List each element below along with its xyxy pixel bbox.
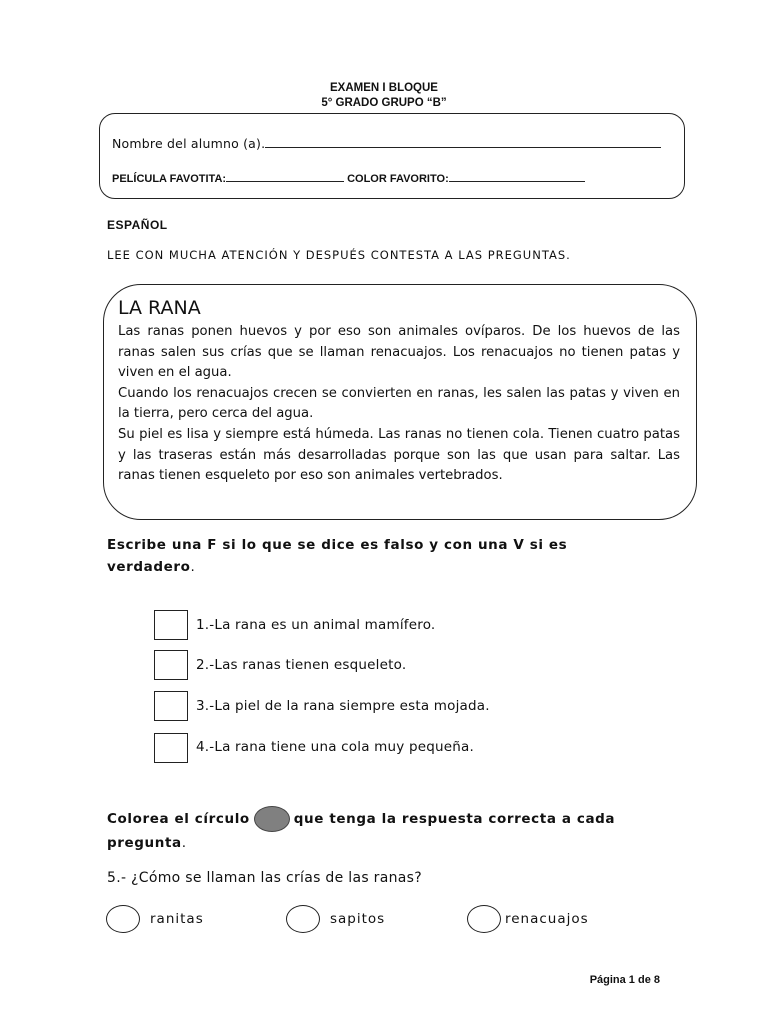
tf-item-1: 1.-La rana es un animal mamífero. bbox=[196, 617, 436, 633]
favorites-row bbox=[112, 173, 585, 185]
tf-instruction-line2: verdadero bbox=[107, 559, 191, 575]
answer-box-1[interactable] bbox=[154, 610, 188, 640]
answer-box-2[interactable] bbox=[154, 650, 188, 680]
story-paragraph: Cuando los renacuajos crecen se convierten en ranas, les salen las patas y viven en la tierra, pero cerca del agua. bbox=[118, 385, 680, 422]
mc-instruction-period: . bbox=[181, 835, 187, 851]
tf-item-3: 3.-La piel de la rana siempre esta mojada. bbox=[196, 698, 490, 714]
option-circle-renacuajos[interactable] bbox=[467, 905, 501, 933]
exam-subtitle: 5° GRADO GRUPO “B” bbox=[321, 97, 447, 109]
story-paragraph: Su piel es lisa y siempre está húmeda. Las ranas no tienen cola. Tienen cuatro patas y las traseras están más desarrolladas porque son las que usan para saltar. Las ranas tienen esqueleto por eso son animales vertebrados. bbox=[118, 426, 680, 484]
tf-instruction-period: . bbox=[190, 559, 196, 575]
option-circle-ranitas[interactable] bbox=[106, 905, 140, 933]
tf-item-4: 4.-La rana tiene una cola muy pequeña. bbox=[196, 739, 474, 755]
example-filled-circle-icon bbox=[254, 806, 290, 832]
story-text bbox=[118, 322, 680, 487]
option-label-renacuajos: renacuajos bbox=[505, 911, 589, 927]
story-box bbox=[103, 284, 697, 520]
page-number: Página 1 de 8 bbox=[589, 974, 660, 986]
story-paragraph: Las ranas ponen huevos y por eso son animales ovíparos. De los huevos de las ranas salen sus crías que se llaman renacuajos. Los renacuajos no tienen patas y viven en el agua. bbox=[118, 324, 680, 381]
mc-instruction-after: que tenga la respuesta correcta a cada bbox=[293, 811, 616, 827]
subject-heading: ESPAÑOL bbox=[107, 218, 168, 232]
movie-label: PELÍCULA FAVOTITA: bbox=[112, 173, 227, 185]
option-label-sapitos: sapitos bbox=[330, 911, 386, 927]
name-label: Nombre del alumno (a). bbox=[112, 136, 266, 151]
student-info-box bbox=[99, 113, 685, 199]
name-field[interactable] bbox=[265, 146, 661, 148]
tf-item-2: 2.-Las ranas tienen esqueleto. bbox=[196, 657, 407, 673]
multiple-choice-instruction bbox=[107, 806, 615, 854]
story-title: LA RANA bbox=[118, 297, 201, 319]
name-row bbox=[112, 136, 661, 151]
question-5: 5.- ¿Cómo se llaman las crías de las ranas? bbox=[107, 870, 422, 886]
answer-box-3[interactable] bbox=[154, 691, 188, 721]
mc-instruction-line2: pregunta bbox=[107, 835, 182, 851]
reading-instruction: LEE CON MUCHA ATENCIÓN Y DESPUÉS CONTESTA A LAS PREGUNTAS. bbox=[107, 248, 571, 262]
mc-instruction-before: Colorea el círculo bbox=[107, 811, 250, 827]
true-false-instruction bbox=[107, 534, 567, 578]
answer-box-4[interactable] bbox=[154, 733, 188, 763]
option-circle-sapitos[interactable] bbox=[286, 905, 320, 933]
exam-title: EXAMEN I BLOQUE bbox=[330, 82, 438, 94]
movie-field[interactable] bbox=[226, 180, 344, 182]
color-label: COLOR FAVORITO: bbox=[347, 173, 449, 185]
tf-instruction-line1: Escribe una F si lo que se dice es falso y con una V si es bbox=[107, 537, 568, 553]
option-label-ranitas: ranitas bbox=[150, 911, 204, 927]
color-field[interactable] bbox=[449, 180, 585, 182]
